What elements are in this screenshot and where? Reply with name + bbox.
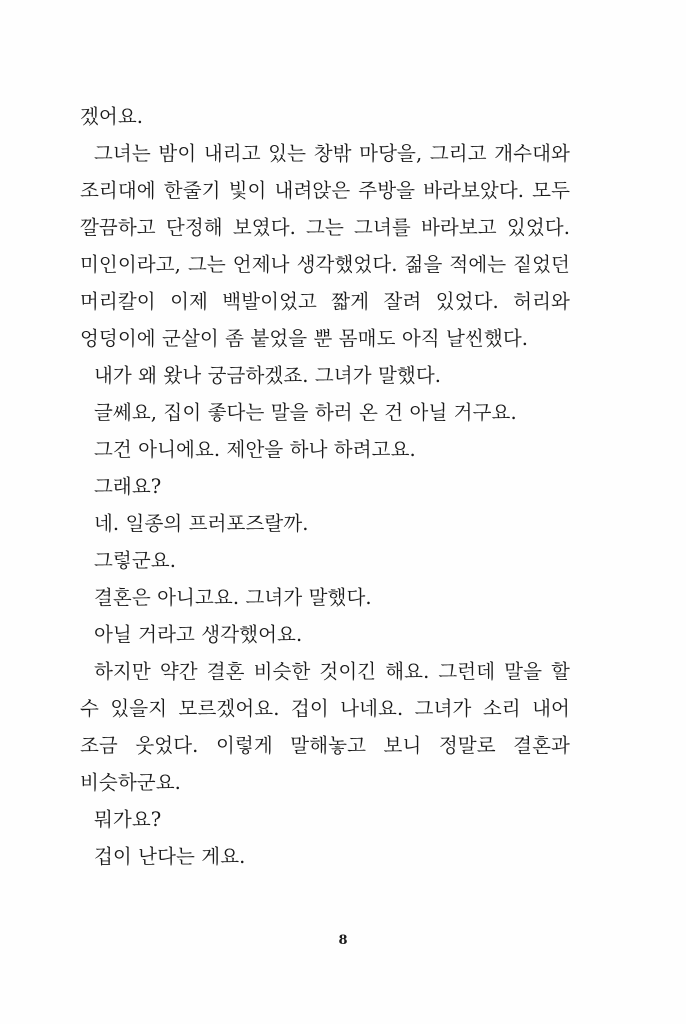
paragraph: 내가 왜 왔나 궁금하겠죠. 그녀가 말했다. <box>94 364 442 387</box>
paragraph: 그녀는 밤이 내리고 있는 창밖 마당을, 그리고 개수대와 조리대에 한줄기 빛이 내려앉은 주방을 바라보았다. 모두 깔끔하고 단정해 보였다. 그는 그녀를 바라보고 있었다. 미인이라고, 그는 언제나 생각했었다. 젊을 적에는 짙었던 머리칼이 이제 백발이었고 짧게 잘려 있었다. 허리와 엉덩이에 군살이 좀 붙었을 뿐 몸매도 아직 날씬했다. <box>80 142 570 350</box>
paragraph: 그렇군요. <box>94 549 177 572</box>
paragraph: 글쎄요, 집이 좋다는 말을 하러 온 건 아닐 거구요. <box>94 401 517 424</box>
page-number: 8 <box>338 933 348 948</box>
paragraph: 아닐 거라고 생각했어요. <box>94 623 303 646</box>
paragraph: 겁이 난다는 게요. <box>94 845 246 868</box>
paragraph: 겠어요. <box>80 105 144 128</box>
paragraph: 네. 일종의 프러포즈랄까. <box>94 512 309 535</box>
paragraph: 그래요? <box>94 475 162 498</box>
paragraph: 뭐가요? <box>94 808 162 831</box>
paragraph: 하지만 약간 결혼 비슷한 것이긴 해요. 그런데 말을 할 수 있을지 모르겠어요. 겁이 나네요. 그녀가 소리 내어 조금 웃었다. 이렇게 말해놓고 보니 정말로 결혼과 비슷하군요. <box>80 660 570 794</box>
paragraph: 그건 아니에요. 제안을 하나 하려고요. <box>94 438 416 461</box>
paragraph: 결혼은 아니고요. 그녀가 말했다. <box>94 586 372 609</box>
body-text <box>80 98 570 875</box>
